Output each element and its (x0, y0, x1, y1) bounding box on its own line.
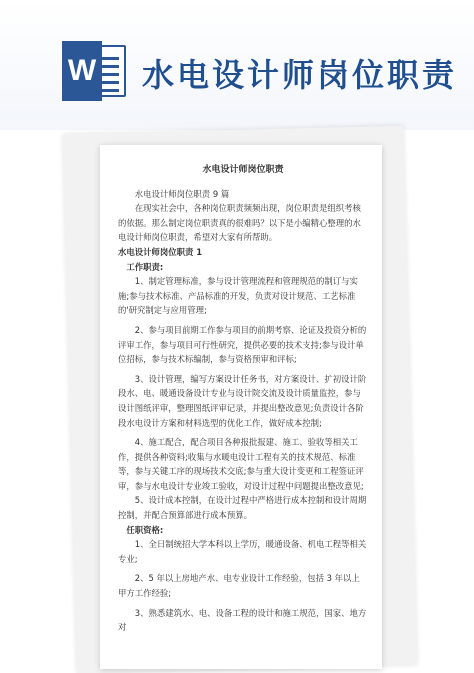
document-page (100, 145, 382, 669)
qualifications-heading: 任职资格: (126, 524, 164, 535)
qualification-item: 1、全日制统招大学本科以上学历，暖通设备、机电工程等相关专业; (118, 539, 367, 564)
duty-item: 3、设计管理，编写方案设计任务书，对方案设计、扩初设计阶段水、电、暖通设备设计专业与设计院交流及设计质量监控，参与设计图纸评审，整理图纸评审记录，并提出整改意见;负责设计各阶段水电设计方案和材料选型的优化工作，做好成本控制; (118, 373, 367, 428)
word-letter: W (62, 41, 102, 101)
doc-title: 水电设计师岗位职责 (202, 165, 284, 175)
document-content (118, 163, 368, 635)
header-banner (0, 0, 474, 130)
banner-title: 水电设计师岗位职责 (142, 56, 458, 94)
word-doc-icon (62, 41, 128, 101)
qualification-item: 3、熟悉建筑水、电、设备工程的设计和施工规范，国家、地方对 (118, 607, 367, 633)
intro-paragraph: 在现实社会中，各种岗位职责频频出现，岗位职责是组织考核的依据。那么制定岗位职责真的很难吗？以下是小编精心整理的水电设计师岗位职责，希望对大家有所帮助。 (118, 203, 361, 243)
qualification-item: 2、5 年以上房地产水、电专业设计工作经验，包括 3 年以上甲方工作经验; (118, 573, 360, 599)
duty-item: 2、参与项目前期工作参与项目的前期考察、论证及投资分析的评审工作，参与项目可行性研究，提供必要的技术支持;参与设计单位招标，参与技术标编制，参与资格预审和评标; (118, 324, 367, 365)
duty-item: 4、施工配合，配合项目各种报批报建、施工、验收等相关工作，提供各种资料;收集与水暖电设计工程有关的技术规范、标准等，参与关键工序的现场技术交底;参与重大设计变更和工程签证评审，参与水电设计专业竣工验收，对设计过程中问题提出整改意见; (118, 437, 364, 491)
section-heading: 水电设计师岗位职责 1 (118, 246, 203, 257)
duties-heading: 工作职责: (126, 261, 164, 272)
duty-item: 1、制定管理标准，参与设计管理流程和管理规范的制订与实施;参与技术标准、产品标准的开发，负责对设计规范、工艺标准的'研究制定与应用管理; (118, 276, 358, 316)
duty-item: 5、设计成本控制，在设计过程中严格进行成本控制和设计周期控制，并配合预算部进行成本预算。 (118, 495, 367, 521)
doc-subtitle: 水电设计师岗位职责 9 篇 (134, 188, 230, 199)
